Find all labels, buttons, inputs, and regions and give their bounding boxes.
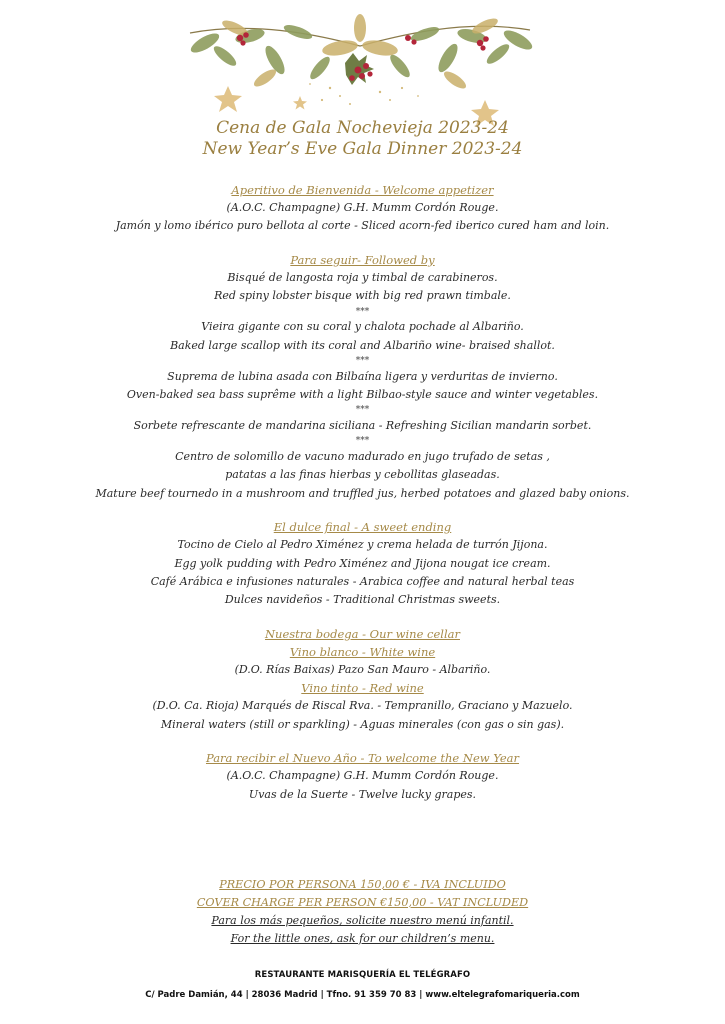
subsection-heading-red-wine: Vino tinto - Red wine bbox=[301, 681, 424, 696]
holiday-garland-decoration bbox=[180, 8, 540, 126]
section-heading: Para recibir el Nuevo Año - To welcome the New Year bbox=[205, 751, 520, 766]
menu-line: (D.O. Ca. Rioja) Marqués de Riscal Rva. - Tempranillo, Graciano y Mazuelo. bbox=[152, 699, 573, 713]
course-separator: *** bbox=[355, 356, 370, 367]
footer bbox=[0, 968, 725, 1008]
menu-line: (A.O.C. Champagne) G.H. Mumm Cordón Rouge. bbox=[226, 769, 499, 783]
price-spanish: PRECIO POR PERSONA 150,00 € - IVA INCLUIDO bbox=[219, 878, 506, 891]
menu-line: Egg yolk pudding with Pedro Ximénez and Jijona nougat ice cream. bbox=[174, 556, 551, 570]
section-heading: Para seguir- Followed by bbox=[290, 252, 435, 267]
section-welcome-appetizer bbox=[0, 181, 725, 236]
menu-line: Suprema de lubina asada con Bilbaína ligera y verduritas de invierno. bbox=[167, 369, 558, 383]
menu-line: Tocino de Cielo al Pedro Ximénez y crema helada de turrón Jijona. bbox=[177, 538, 548, 552]
section-heading: El dulce final - A sweet ending bbox=[273, 520, 452, 535]
section-heading: Nuestra bodega - Our wine cellar bbox=[264, 626, 460, 641]
menu-line: Mature beef tournedo in a mushroom and truffled jus, herbed potatoes and glazed baby onions. bbox=[95, 486, 630, 500]
course-separator: *** bbox=[355, 306, 370, 317]
course-separator: *** bbox=[355, 405, 370, 416]
menu-line: Oven-baked sea bass suprême with a light Bilbao-style sauce and winter vegetables. bbox=[126, 388, 599, 402]
restaurant-address: C/ Padre Damián, 44 | 28036 Madrid | Tfno. 91 359 70 83 | www.eltelegrafomariqueria.com bbox=[145, 990, 580, 1000]
menu-line: Jamón y lomo ibérico puro bellota al corte - Sliced acorn-fed iberico cured ham and loin. bbox=[115, 219, 610, 233]
menu-line: (A.O.C. Champagne) G.H. Mumm Cordón Rouge. bbox=[226, 201, 499, 214]
menu-body bbox=[0, 181, 725, 819]
title-spanish: Cena de Gala Nochevieja 2023-24 bbox=[216, 118, 509, 138]
section-new-year bbox=[0, 749, 725, 804]
menu-line: Café Arábica e infusiones naturales - Arabica coffee and natural herbal teas bbox=[150, 575, 575, 589]
menu-line: Baked large scallop with its coral and Albariño wine- braised shallot. bbox=[170, 338, 555, 352]
menu-line: Dulces navideños - Traditional Christmas sweets. bbox=[224, 593, 501, 607]
price-english: COVER CHARGE PER PERSON €150,00 - VAT INCLUDED bbox=[196, 896, 529, 909]
menu-line: Mineral waters (still or sparkling) - Aguas minerales (con gas o sin gas). bbox=[160, 717, 565, 731]
section-followed-by bbox=[0, 251, 725, 503]
kids-menu-note-english: For the little ones, ask for our children’s menu. bbox=[230, 932, 495, 945]
menu-titles bbox=[0, 118, 725, 160]
title-english: New Year’s Eve Gala Dinner 2023-24 bbox=[202, 139, 523, 159]
menu-line: Bisqué de langosta roja y timbal de carabineros. bbox=[227, 270, 498, 284]
menu-line: Red spiny lobster bisque with big red prawn timbale. bbox=[214, 289, 511, 303]
menu-line: Vieira gigante con su coral y chalota pochade al Albariño. bbox=[201, 320, 524, 334]
restaurant-name: RESTAURANTE MARISQUERÍA EL TELÉGRAFO bbox=[254, 970, 471, 980]
subsection-heading-white-wine: Vino blanco - White wine bbox=[289, 644, 436, 659]
pricing-block bbox=[0, 876, 725, 948]
menu-line: (D.O. Rías Baixas) Pazo San Mauro - Albariño. bbox=[234, 662, 491, 676]
menu-line: Sorbete refrescante de mandarina siciliana - Refreshing Sicilian mandarin sorbet. bbox=[133, 419, 592, 433]
menu-line: Centro de solomillo de vacuno madurado en jugo trufado de setas , bbox=[175, 450, 550, 464]
menu-line: patatas a las finas hierbas y cebollitas glaseadas. bbox=[225, 468, 500, 482]
kids-menu-note-spanish: Para los más pequeños, solicite nuestro menú infantil. bbox=[211, 914, 514, 927]
section-sweet-ending bbox=[0, 518, 725, 610]
course-separator: *** bbox=[355, 436, 370, 447]
section-wine-cellar bbox=[0, 625, 725, 734]
section-heading: Aperitivo de Bienvenida - Welcome appetizer bbox=[231, 183, 494, 197]
menu-line: Uvas de la Suerte - Twelve lucky grapes. bbox=[248, 787, 477, 801]
